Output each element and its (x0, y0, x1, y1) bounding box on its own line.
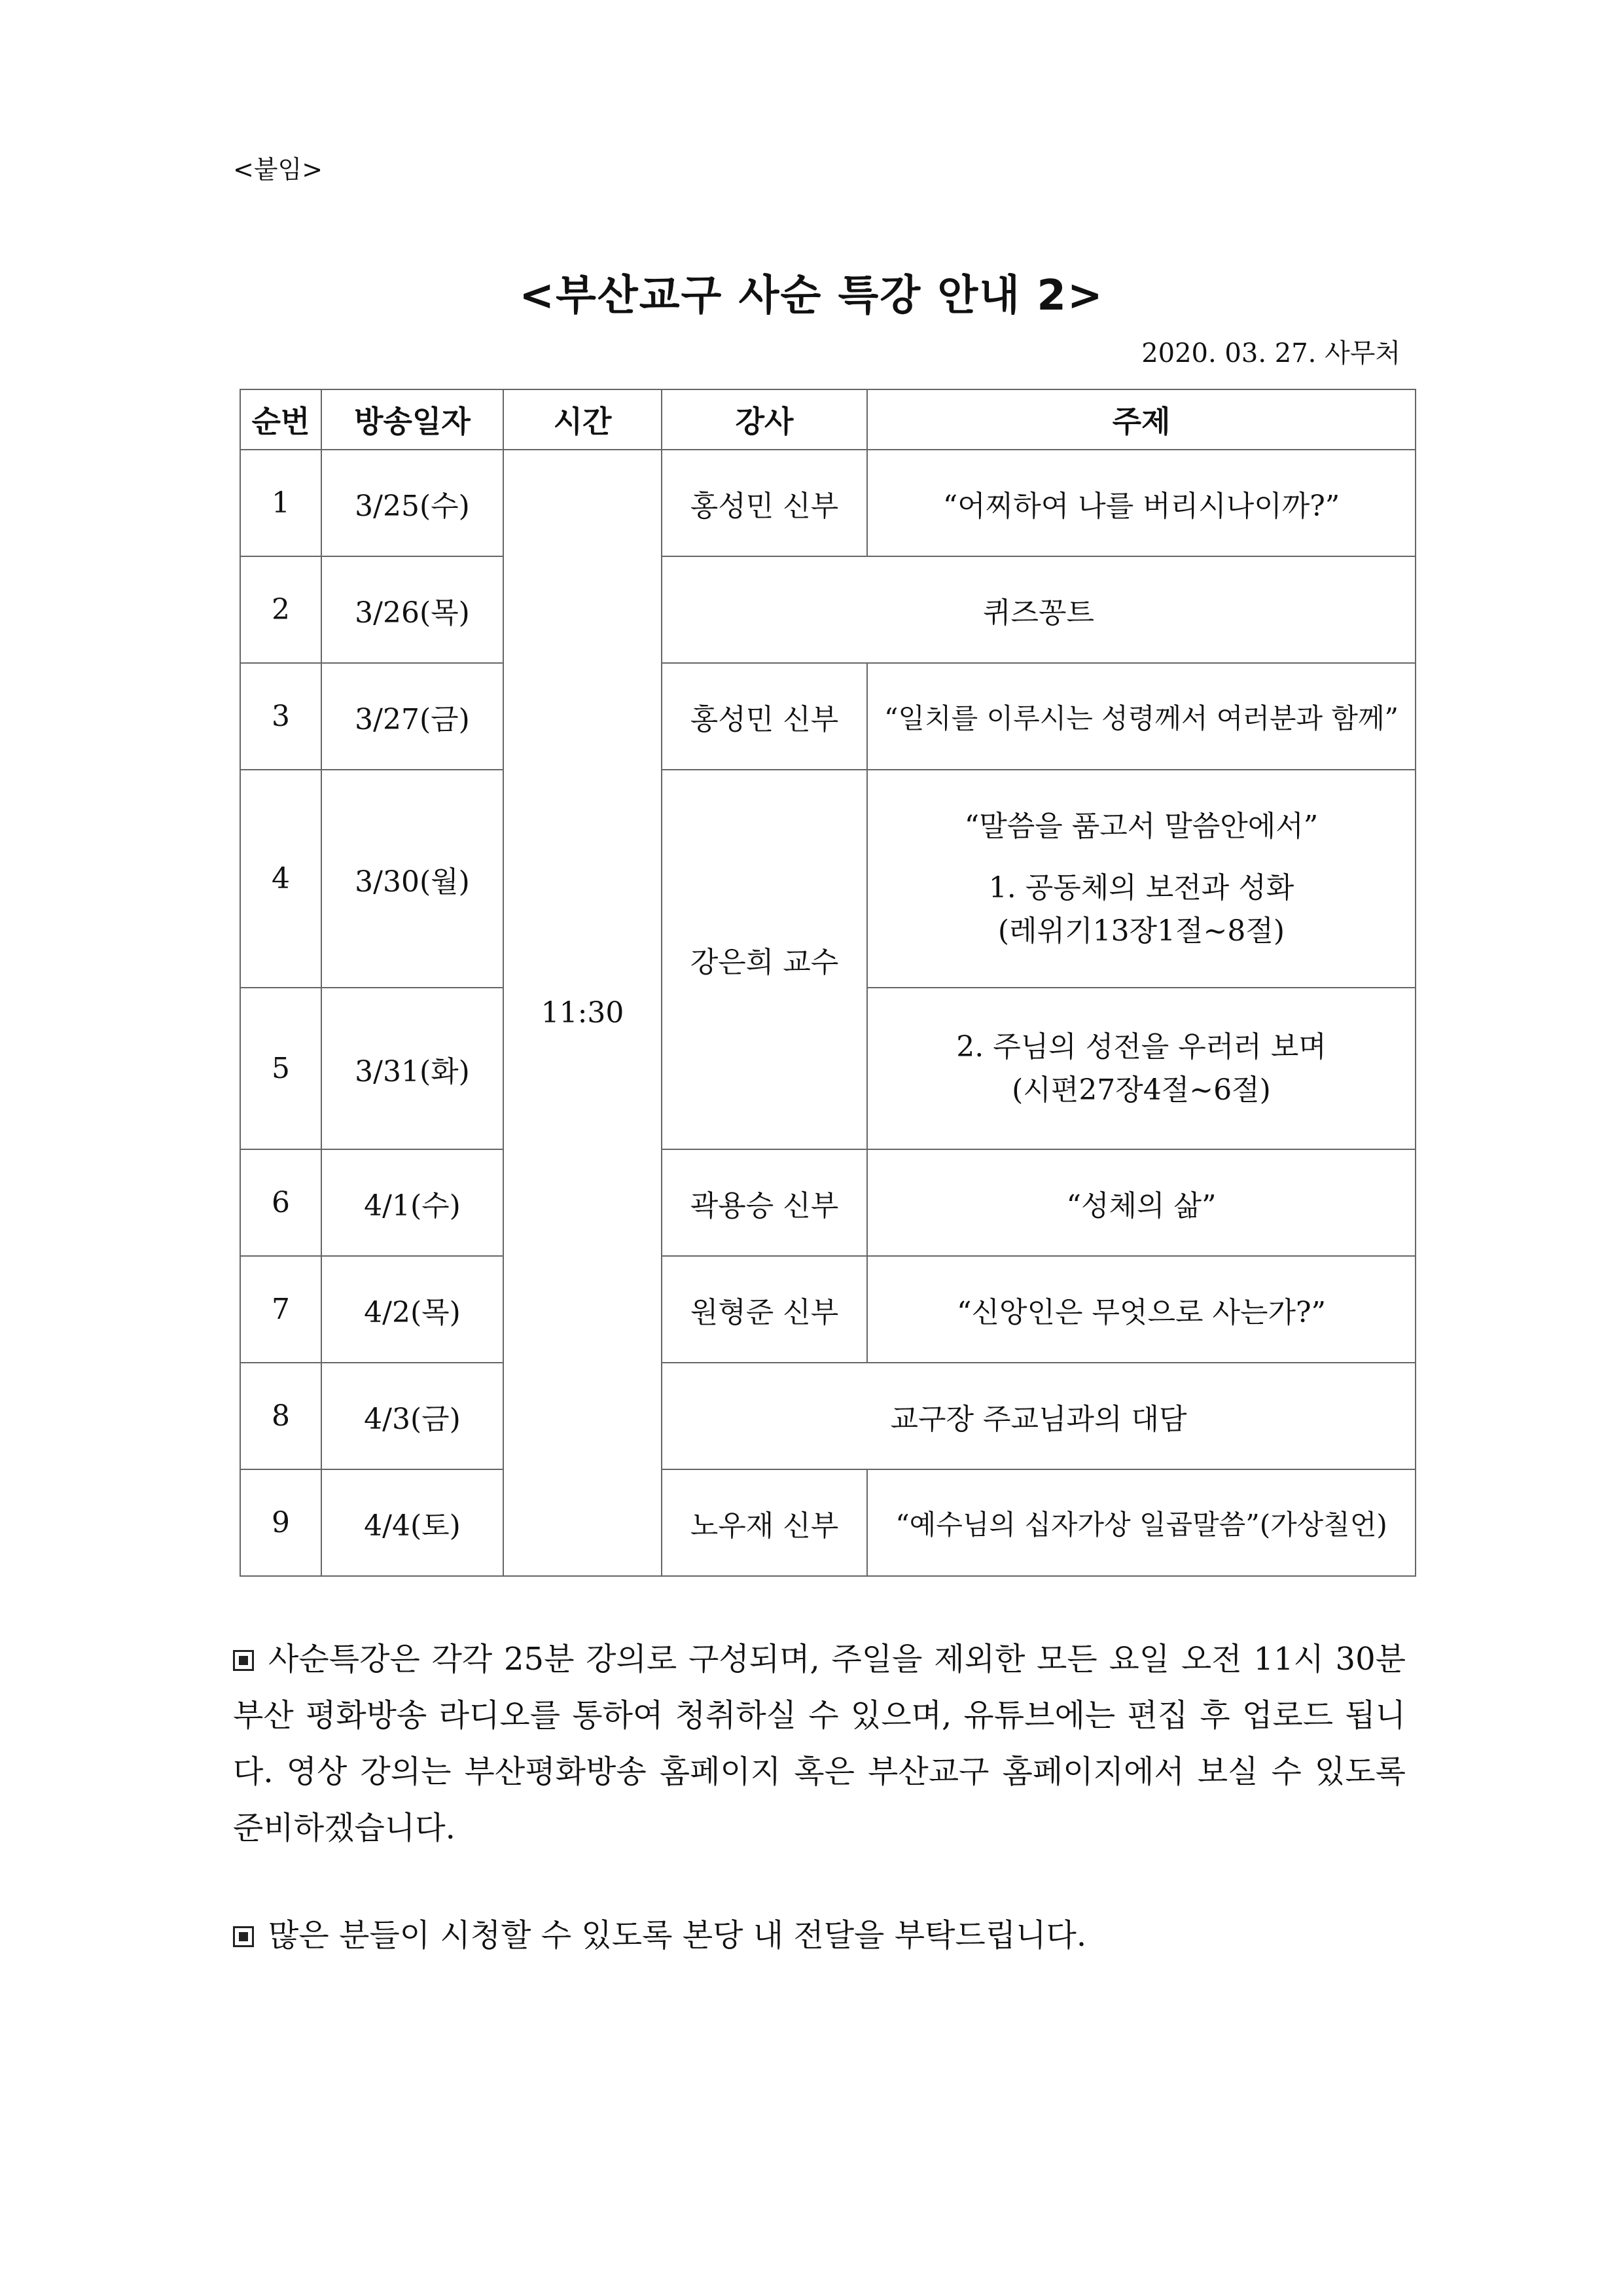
row-topic: “예수님의 십자가상 일곱말씀”(가상칠언) (867, 1469, 1416, 1576)
row-topic (867, 988, 1416, 1149)
row-topic (867, 770, 1416, 988)
note-paragraph (233, 1907, 1406, 1964)
row-date: 3/27(금) (321, 663, 503, 770)
table-row (240, 1256, 1416, 1363)
row-no: 9 (240, 1469, 321, 1576)
table-header-row (240, 389, 1416, 450)
row-speaker: 곽용승 신부 (662, 1149, 867, 1256)
row-topic: “일치를 이루시는 성령께서 여러분과 함께” (867, 663, 1416, 770)
row-merged-topic: 교구장 주교님과의 대담 (662, 1363, 1416, 1469)
bullet-square-icon (233, 1926, 254, 1947)
row-no: 6 (240, 1149, 321, 1256)
row-date: 4/2(목) (321, 1256, 503, 1363)
topic-scripture: (시편27장4절~6절) (1012, 1073, 1271, 1107)
header-topic: 주제 (867, 389, 1416, 450)
header-speaker: 강사 (662, 389, 867, 450)
table-row (240, 1469, 1416, 1576)
row-date: 4/4(토) (321, 1469, 503, 1576)
row-no: 4 (240, 770, 321, 988)
row-date: 3/25(수) (321, 450, 503, 556)
row-merged-topic: 퀴즈꽁트 (662, 556, 1416, 663)
table-row (240, 1363, 1416, 1469)
row-topic: “신앙인은 무엇으로 사는가?” (867, 1256, 1416, 1363)
table-row (240, 663, 1416, 770)
row-date: 4/3(금) (321, 1363, 503, 1469)
row-speaker: 홍성민 신부 (662, 663, 867, 770)
attachment-label: <붙임> (233, 155, 323, 184)
row-no: 8 (240, 1363, 321, 1469)
table-row (240, 556, 1416, 663)
row-speaker: 노우재 신부 (662, 1469, 867, 1576)
note-text: 많은 분들이 시청할 수 있도록 본당 내 전달을 부탁드립니다. (268, 1917, 1087, 1954)
time-cell: 11:30 (503, 450, 662, 1576)
row-topic: “성체의 삶” (867, 1149, 1416, 1256)
header-date: 방송일자 (321, 389, 503, 450)
row-no: 2 (240, 556, 321, 663)
row-date: 4/1(수) (321, 1149, 503, 1256)
header-time: 시간 (503, 389, 662, 450)
topic-sub-title: 1. 공동체의 보전과 성화 (988, 870, 1294, 905)
table-row (240, 1149, 1416, 1256)
page-title: <부산교구 사순 특강 안내 2> (519, 272, 1104, 320)
table-row (240, 770, 1416, 988)
schedule-table (240, 389, 1416, 1577)
bullet-square-icon (233, 1650, 254, 1671)
topic-scripture: (레위기13장1절~8절) (997, 914, 1285, 948)
note-paragraph (233, 1631, 1406, 1856)
notes-section (233, 1631, 1406, 2015)
row-date: 3/26(목) (321, 556, 503, 663)
row-no: 1 (240, 450, 321, 556)
note-text: 사순특강은 각각 25분 강의로 구성되며, 주일을 제외한 모든 요일 오전 11시 30분 부산 평화방송 라디오를 통하여 청취하실 수 있으며, 유튜브에는 편집 후 업로드 됩니다. 영상 강의는 부산평화방송 홈페이지 혹은 부산교구 홈페이지에서 보실 수 있도록 준비하겠습니다. (233, 1641, 1406, 1846)
row-no: 7 (240, 1256, 321, 1363)
row-topic: “어찌하여 나를 버리시나이까?” (867, 450, 1416, 556)
topic-sub-title: 2. 주님의 성전을 우러러 보며 (956, 1030, 1327, 1064)
row-speaker: 강은희 교수 (662, 770, 867, 1149)
row-date: 3/31(화) (321, 988, 503, 1149)
row-no: 3 (240, 663, 321, 770)
issue-date: 2020. 03. 27. 사무처 (1141, 338, 1400, 368)
topic-series-title: “말씀을 품고서 말씀안에서” (964, 809, 1319, 843)
table-row (240, 450, 1416, 556)
row-speaker: 홍성민 신부 (662, 450, 867, 556)
row-no: 5 (240, 988, 321, 1149)
row-date: 3/30(월) (321, 770, 503, 988)
header-no: 순번 (240, 389, 321, 450)
row-speaker: 원형준 신부 (662, 1256, 867, 1363)
